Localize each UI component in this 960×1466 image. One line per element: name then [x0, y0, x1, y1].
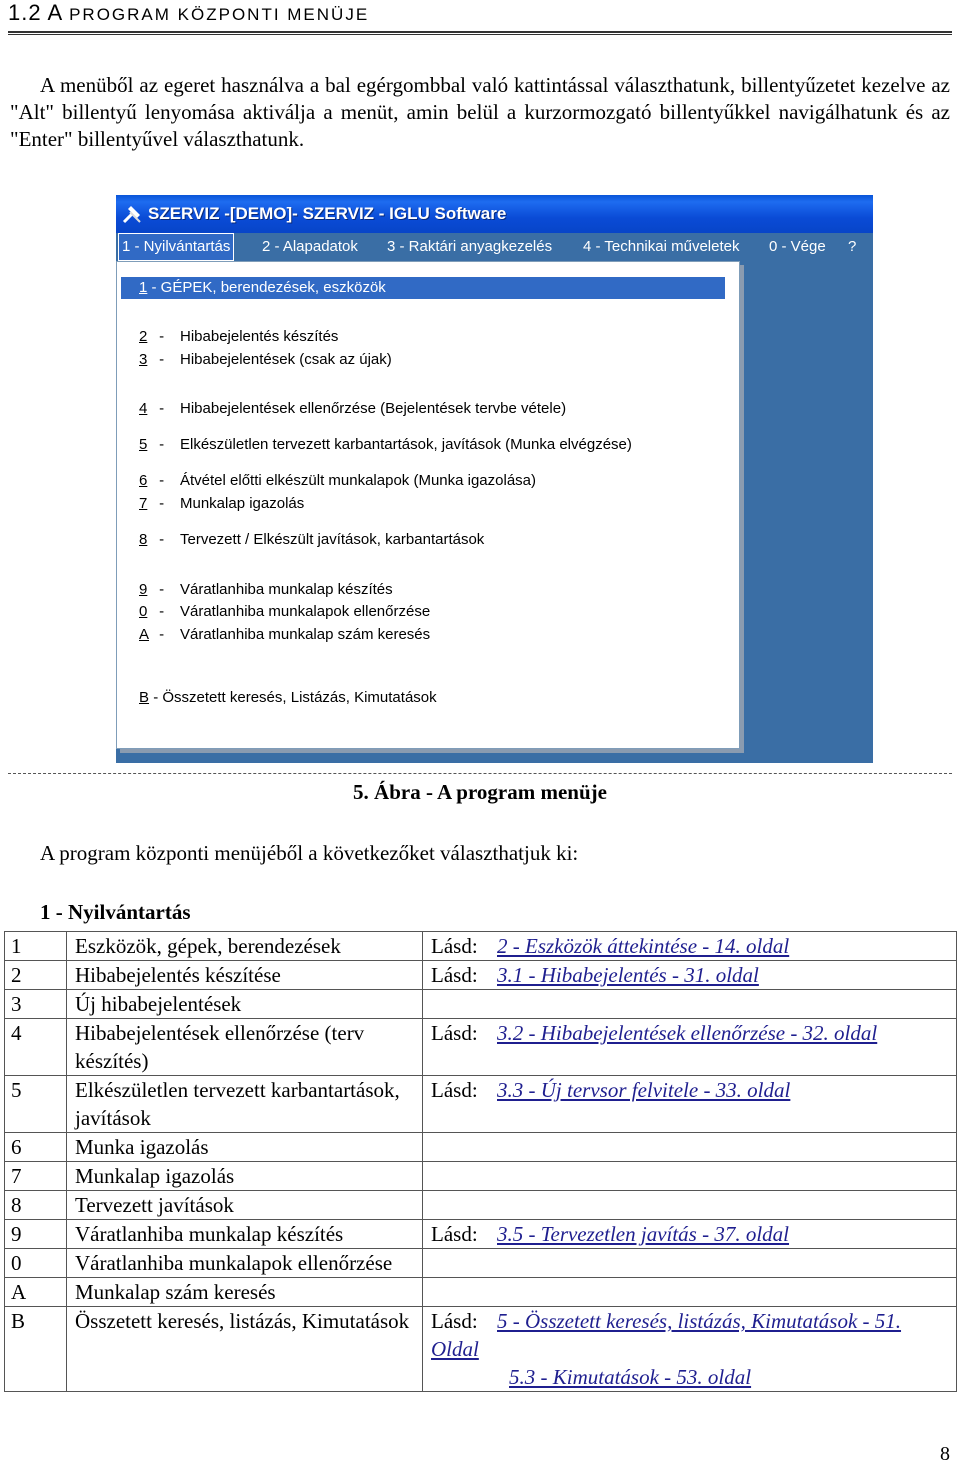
reference-link[interactable]: 5.3 - Kimutatások - 53. oldal [509, 1365, 752, 1389]
heading-title: PROGRAM KÖZPONTI MENÜJE [69, 5, 370, 24]
row-key: 5 [5, 1076, 67, 1133]
table-row [5, 1220, 957, 1249]
page-number: 8 [940, 1443, 950, 1465]
dropdown-item[interactable]: 7 - Munkalap igazolás [139, 495, 305, 512]
menu-table [4, 931, 957, 1392]
row-key: 8 [5, 1191, 67, 1220]
row-reference [423, 1162, 957, 1191]
row-reference [423, 1076, 957, 1133]
row-description: Összetett keresés, listázás, Kimutatások [67, 1307, 423, 1392]
menubar [116, 233, 873, 261]
row-key: 1 [5, 932, 67, 961]
row-description: Hibabejelentések ellenőrzése (terv készítés) [67, 1019, 423, 1076]
table-row [5, 1076, 957, 1133]
row-reference [423, 1220, 957, 1249]
row-reference [423, 1133, 957, 1162]
table-row [5, 1133, 957, 1162]
dropdown-menu [116, 261, 740, 749]
row-key: 2 [5, 961, 67, 990]
reference-link[interactable]: 3.2 - Hibabejelentések ellenőrzése - 32. oldal [497, 1021, 878, 1045]
menu-raktari[interactable]: 3 - Raktári anyagkezelés [387, 238, 553, 255]
row-key: 6 [5, 1133, 67, 1162]
row-description: Munkalap igazolás [67, 1162, 423, 1191]
window-titlebar [116, 195, 873, 233]
reference-link[interactable]: 5 - Összetett keresés, listázás, Kimutatások - 51. Oldal [431, 1309, 902, 1361]
dropdown-item[interactable]: 0 - Váratlanhiba munkalapok ellenőrzése [139, 603, 431, 620]
reference-link[interactable]: 3.1 - Hibabejelentés - 31. oldal [497, 963, 759, 987]
reference-link[interactable]: 3.5 - Tervezetlen javítás - 37. oldal [497, 1222, 790, 1246]
table-row [5, 961, 957, 990]
see-label: Lásd: [431, 1309, 478, 1333]
row-description: Új hibabejelentések [67, 990, 423, 1019]
table-row [5, 1249, 957, 1278]
row-reference [423, 1278, 957, 1307]
table-row [5, 990, 957, 1019]
row-reference [423, 990, 957, 1019]
dropdown-item[interactable]: 4 - Hibabejelentések ellenőrzése (Bejelentések tervbe vétele) [139, 400, 567, 417]
row-key: 0 [5, 1249, 67, 1278]
dropdown-item[interactable]: A - Váratlanhiba munkalap szám keresés [139, 626, 431, 643]
row-description: Eszközök, gépek, berendezések [67, 932, 423, 961]
caption-separator [8, 773, 952, 774]
row-description: Tervezett javítások [67, 1191, 423, 1220]
row-description: Munkalap szám keresés [67, 1278, 423, 1307]
menu-help[interactable]: ? [848, 238, 857, 255]
dropdown-item[interactable]: B - Összetett keresés, Listázás, Kimutatások [139, 689, 437, 706]
row-reference [423, 932, 957, 961]
lead-text: A program központi menüjéből a következőket választhatjuk ki: [40, 841, 579, 865]
menu-nyilvantartas[interactable]: 1 - Nyilvántartás [118, 233, 234, 261]
section-title: 1 - Nyilvántartás [40, 900, 191, 924]
row-description: Váratlanhiba munkalapok ellenőrzése [67, 1249, 423, 1278]
intro-paragraph: A menüből az egeret használva a bal egérgombbal való kattintással választhatunk, billentyűzetet kezelve az "Alt" billentyű lenyomása aktiválja a menüt, amin belül a kurzormozgató billentyűkkel navigálhatunk és az "Enter" billentyűvel választhatunk. [10, 73, 950, 151]
menu-technikai[interactable]: 4 - Technikai műveletek [583, 238, 740, 255]
row-key: A [5, 1278, 67, 1307]
see-label: Lásd: [431, 1021, 478, 1045]
row-description: Váratlanhiba munkalap készítés [67, 1220, 423, 1249]
dropdown-item[interactable]: 3 - Hibabejelentések (csak az újak) [139, 351, 392, 368]
tools-icon [121, 203, 143, 225]
table-row [5, 1307, 957, 1392]
dropdown-item[interactable]: 9 - Váratlanhiba munkalap készítés [139, 581, 393, 598]
table-row [5, 1191, 957, 1220]
dropdown-item[interactable]: 2 - Hibabejelentés készítés [139, 328, 339, 345]
row-reference [423, 1249, 957, 1278]
dropdown-item[interactable]: 6 - Átvétel előtti elkészült munkalapok (Munka igazolása) [139, 472, 537, 489]
reference-link[interactable]: 2 - Eszközök áttekintése - 14. oldal [497, 934, 790, 958]
menu-vege[interactable]: 0 - Vége [769, 238, 826, 255]
see-label: Lásd: [431, 934, 478, 958]
row-reference [423, 1019, 957, 1076]
heading-rule [8, 31, 952, 35]
table-row [5, 1162, 957, 1191]
figure-caption: 5. Ábra - A program menüje [353, 780, 607, 804]
row-reference [423, 961, 957, 990]
see-label: Lásd: [431, 1078, 478, 1102]
row-key: 9 [5, 1220, 67, 1249]
row-reference [423, 1307, 957, 1392]
heading-initial: A [47, 0, 62, 25]
window-title: SZERVIZ -[DEMO]- SZERVIZ - IGLU Software [148, 204, 507, 223]
dropdown-item[interactable]: 1 - GÉPEK, berendezések, eszközök [121, 277, 725, 299]
row-key: 4 [5, 1019, 67, 1076]
menu-alapadatok[interactable]: 2 - Alapadatok [262, 238, 358, 255]
reference-link[interactable]: 3.3 - Új tervsor felvitele - 33. oldal [497, 1078, 791, 1102]
table-row [5, 1278, 957, 1307]
menu-screenshot [116, 195, 873, 763]
row-description: Elkészületlen tervezett karbantartások, javítások [67, 1076, 423, 1133]
row-description: Munka igazolás [67, 1133, 423, 1162]
table-row [5, 1019, 957, 1076]
heading-number: 1.2 [8, 0, 42, 25]
row-reference [423, 1191, 957, 1220]
row-key: B [5, 1307, 67, 1392]
row-description: Hibabejelentés készítése [67, 961, 423, 990]
dropdown-item[interactable]: 5 - Elkészületlen tervezett karbantartások, javítások (Munka elvégzése) [139, 436, 632, 453]
see-label: Lásd: [431, 963, 478, 987]
table-row [5, 932, 957, 961]
row-key: 3 [5, 990, 67, 1019]
row-key: 7 [5, 1162, 67, 1191]
section-heading [8, 0, 369, 26]
dropdown-item[interactable]: 8 - Tervezett / Elkészült javítások, karbantartások [139, 531, 485, 548]
see-label: Lásd: [431, 1222, 478, 1246]
